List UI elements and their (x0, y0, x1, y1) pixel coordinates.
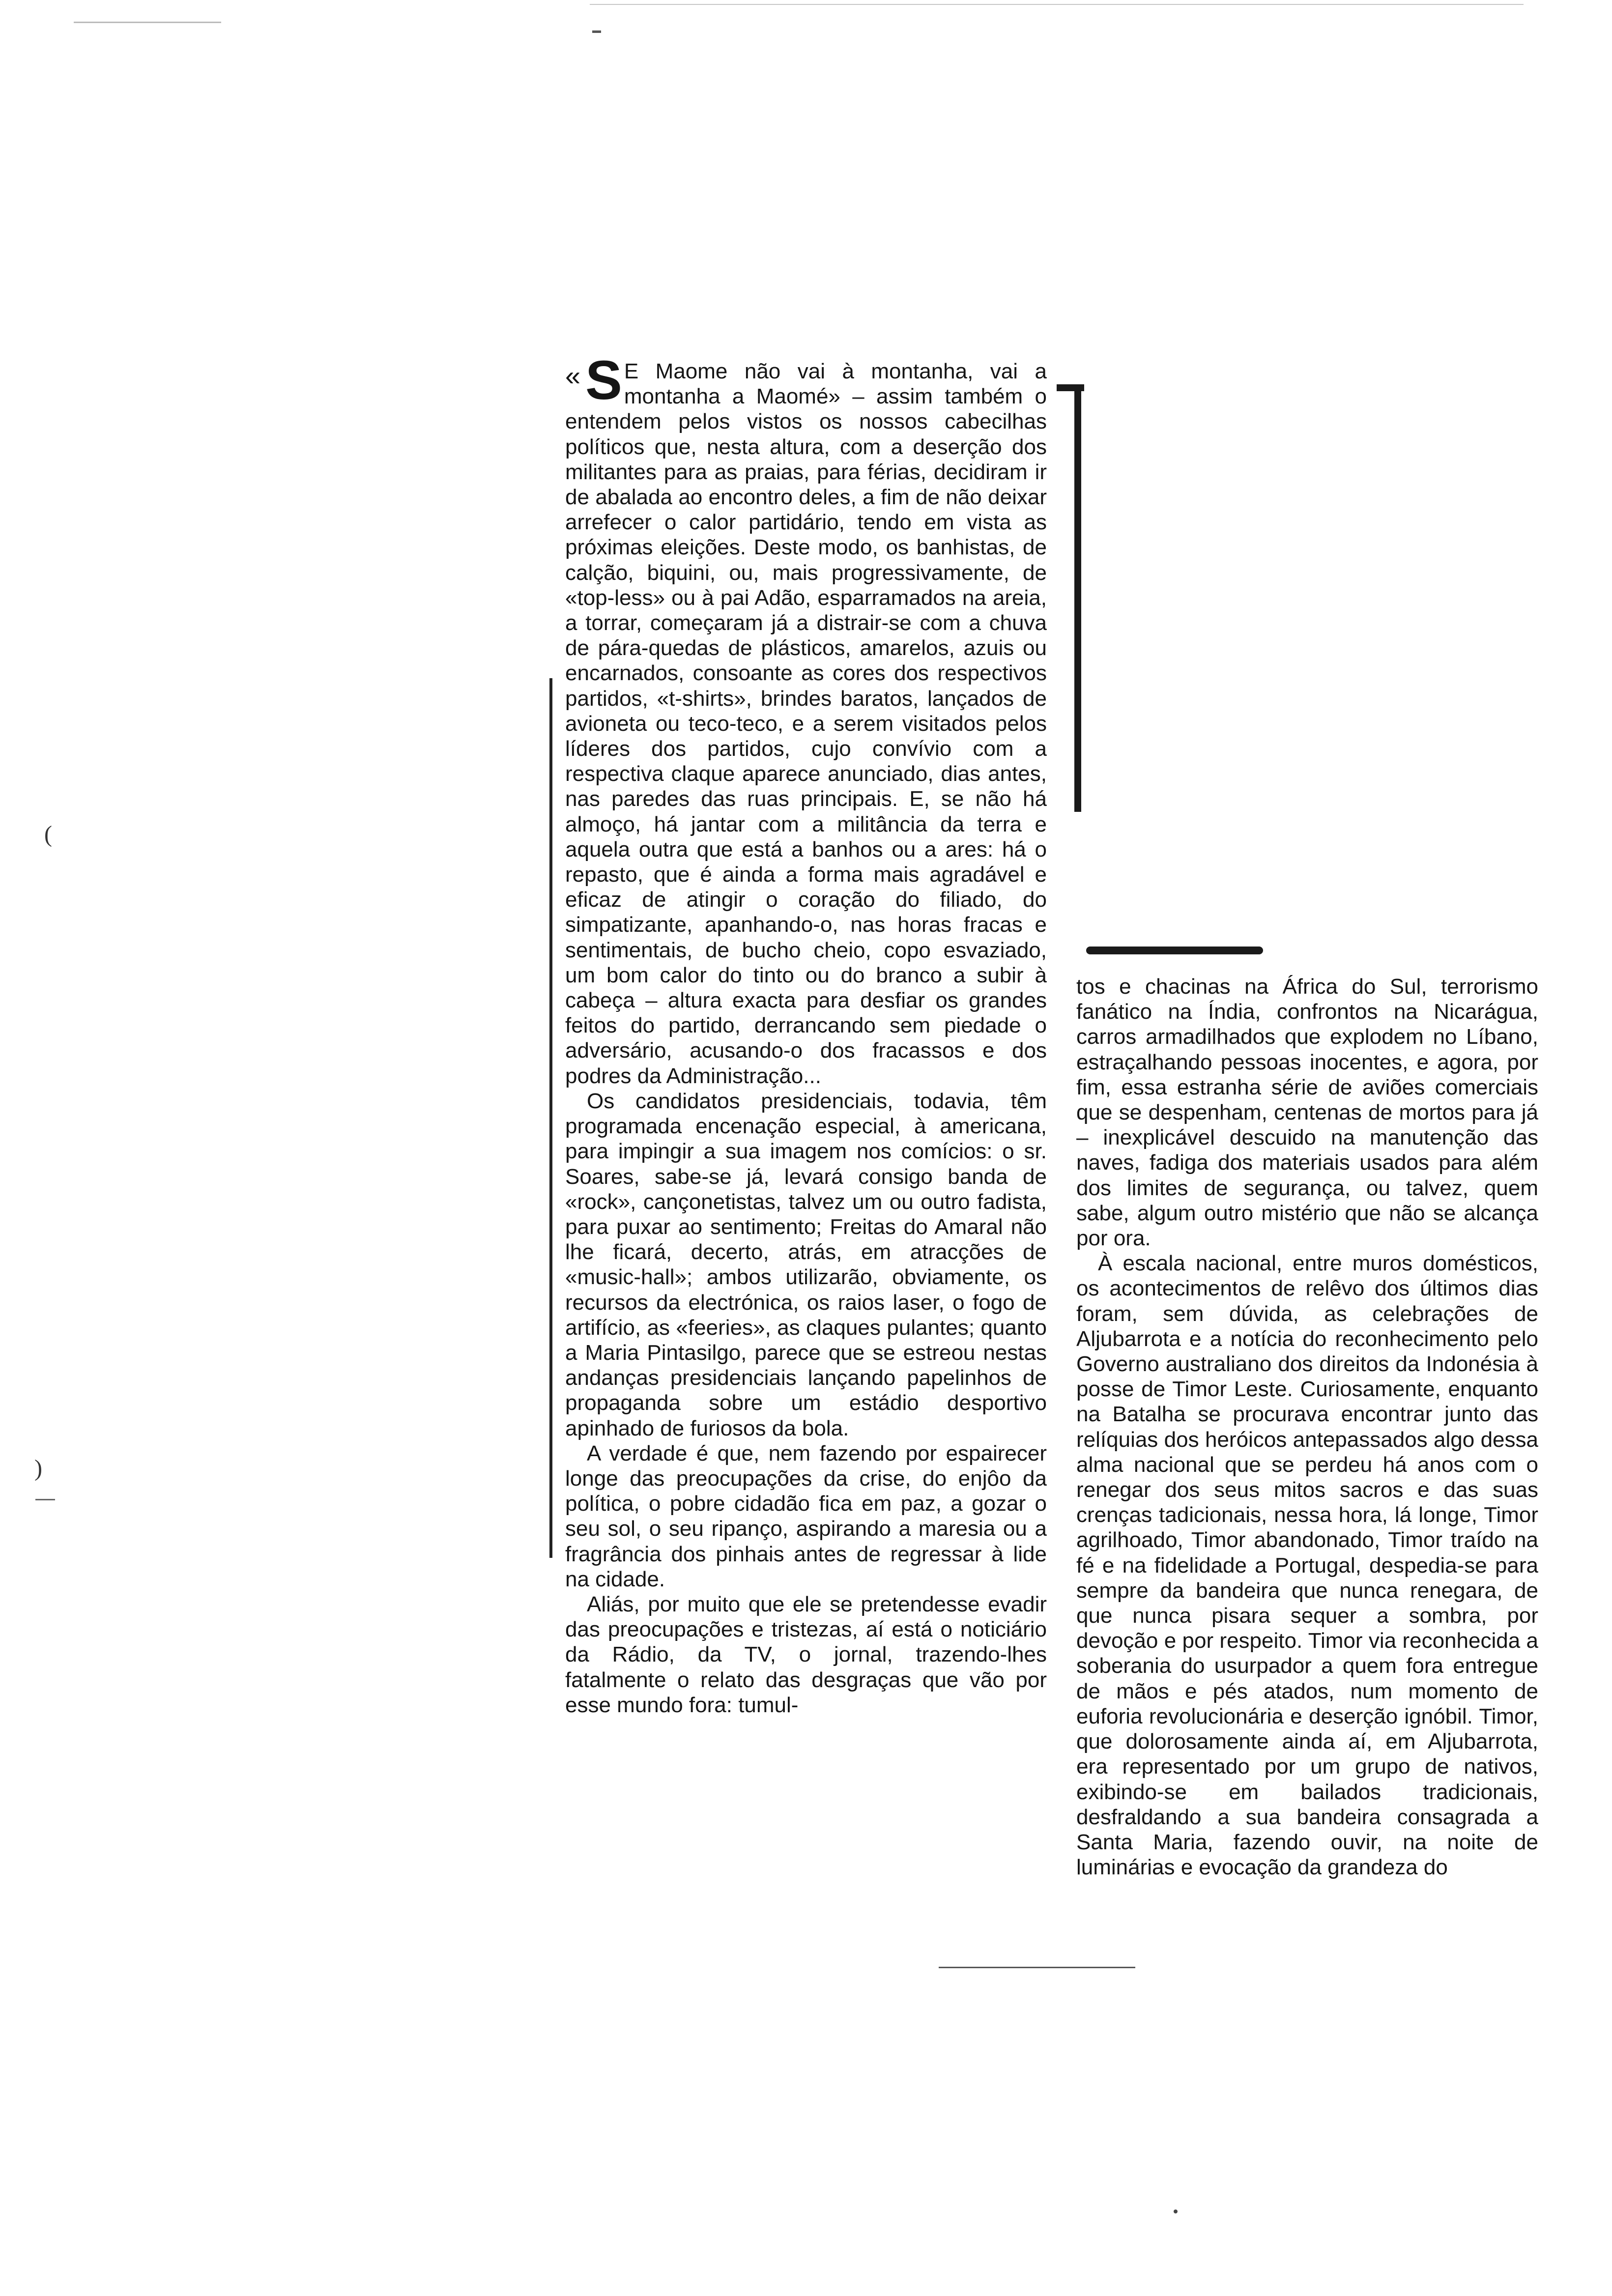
scan-line-top-right (590, 4, 1524, 5)
drop-cap: S (585, 349, 622, 411)
paragraph: Aliás, por muito que ele se pretendesse evadir das preocupações e tristezas, aí está o noticiário da Rádio, da TV, o jornal, trazendo-lhes fatalmente o relato das desgraças que vão por esse mundo fora: tumul- (565, 1592, 1047, 1717)
paragraph: A verdade é que, nem fazendo por espairecer longe das preocupações da crise, do enjôo da política, o pobre cidadão fica em paz, a gozar o seu sol, o seu ripanço, aspirando a maresia ou a fragrância dos pinhais antes de regressar à lide na cidade. (565, 1441, 1047, 1591)
article-column-left (565, 349, 1047, 1718)
margin-dash (35, 1499, 55, 1500)
paragraph: Os candidatos presidenciais, todavia, têm programada encenação especial, à americana, para impingir a sua imagem nos comícios: o sr. Soares, sabe-se já, levará consigo banda de «rock», cançonetistas, talvez um ou outro fadista, para puxar ao sentimento; Freitas do Amaral não lhe ficará, decerto, atrás, em atracções de «music-hall»; ambos utilizarão, obviamente, os recursos da electrónica, os raios laser, o fogo de artifício, as «feeries», as claques pulantes; quanto a Maria Pintasilgo, parece que se estreou nestas andanças presidenciais lançando papelinhos de propaganda sobre um estádio desportivo apinhado de furiosos da bola. (565, 1089, 1047, 1440)
header-bar-vertical (1074, 384, 1081, 812)
opening-quote: « (565, 360, 581, 391)
scan-mark-top (592, 30, 601, 33)
paragraph-text: E Maome não vai à montanha, vai a montanha a Maomé» – assim também o entendem pelos vistos os nossos cabecilhas políticos que, nesta altura, com a deserção dos militantes para as praias, para férias, decidiram ir de abalada ao encontro deles, a fim de não deixar arrefecer o calor partidário, tendo em vista as próximas eleições. Deste modo, os banhistas, de calção, biquini, ou, mais progressivamente, de «top-less» ou à pai Adão, esparramados na areia, a torrar, começaram já a distrair-se com a chuva de pára-quedas de plásticos, amarelos, azuis ou encarnados, consoante as cores dos respectivos partidos, «t-shirts», brindes baratos, lançados de avioneta ou teco-teco, e a serem visitados pelos líderes dos partidos, cujo convívio com a respectiva claque aparece anunciado, dias antes, nas paredes das ruas principais. E, se não há almoço, há jantar com a militância da terra e aquela outra que está a banhos ou a ares: há o repasto, que é ainda a forma mais agradável e eficaz de atingir o coração do filiado, do simpatizante, apanhando-o, nas horas fracas e sentimentais, de bucho cheio, copo esvaziado, um bom calor do tinto ou do branco a subir à cabeça – altura exacta para desfiar os grandes feitos do partido, derrancando sem piedade o adversário, acusando-o dos fracassos e dos podres da Administração... (565, 359, 1047, 1088)
right-column-top-rule (1086, 947, 1263, 954)
paragraph-opening (565, 349, 1047, 1089)
column-divider-left (549, 678, 552, 1558)
scan-line-top-left (74, 22, 221, 23)
margin-mark-left-lower: ) (34, 1455, 42, 1481)
margin-mark-left: ( (44, 821, 52, 847)
article-column-right (1076, 974, 1538, 1880)
bottom-rule (939, 1967, 1135, 1968)
speck (1174, 2210, 1178, 2213)
paragraph: À escala nacional, entre muros domésticos, os acontecimentos de relêvo dos últimos dias foram, sem dúvida, as celebrações de Aljubarrota e a notícia do reconhecimento pelo Governo australiano dos direitos da Indonésia à posse de Timor Leste. Curiosamente, enquanto na Batalha se procurava encontrar junto das relíquias dos heróicos antepassados algo dessa alma nacional que se perdeu há anos com o renegar dos seus mitos sacros e das suas crenças tadicionais, nessa hora, lá longe, Timor agrilhoado, Timor abandonado, Timor traído na fé e na fidelidade a Portugal, despedia-se para sempre da bandeira que nunca renegara, de que nunca pisara sequer a sombra, por devoção e por respeito. Timor via reconhecida a soberania do usurpador a quem fora entregue de mãos e pés atados, num momento de euforia revolucionária e deserção ignóbil. Timor, que dolorosamente ainda aí, em Aljubarrota, era representado por um grupo de nativos, exibindo-se em bailados tradicionais, desfraldando a sua bandeira consagrada a Santa Maria, fazendo ouvir, na noite de luminárias e evocação da grandeza do (1076, 1251, 1538, 1880)
paragraph: tos e chacinas na África do Sul, terrorismo fanático na Índia, confrontos na Nicarágua, carros armadilhados que explodem no Líbano, estraçalhando pessoas inocentes, e agora, por fim, essa estranha série de aviões comerciais que se despenham, centenas de mortos para já – inexplicável descuido na manutenção das naves, fadiga dos materiais usados para além dos limites de segurança, ou talvez, quem sabe, algum outro mistério que não se alcança por ora. (1076, 975, 1538, 1251)
